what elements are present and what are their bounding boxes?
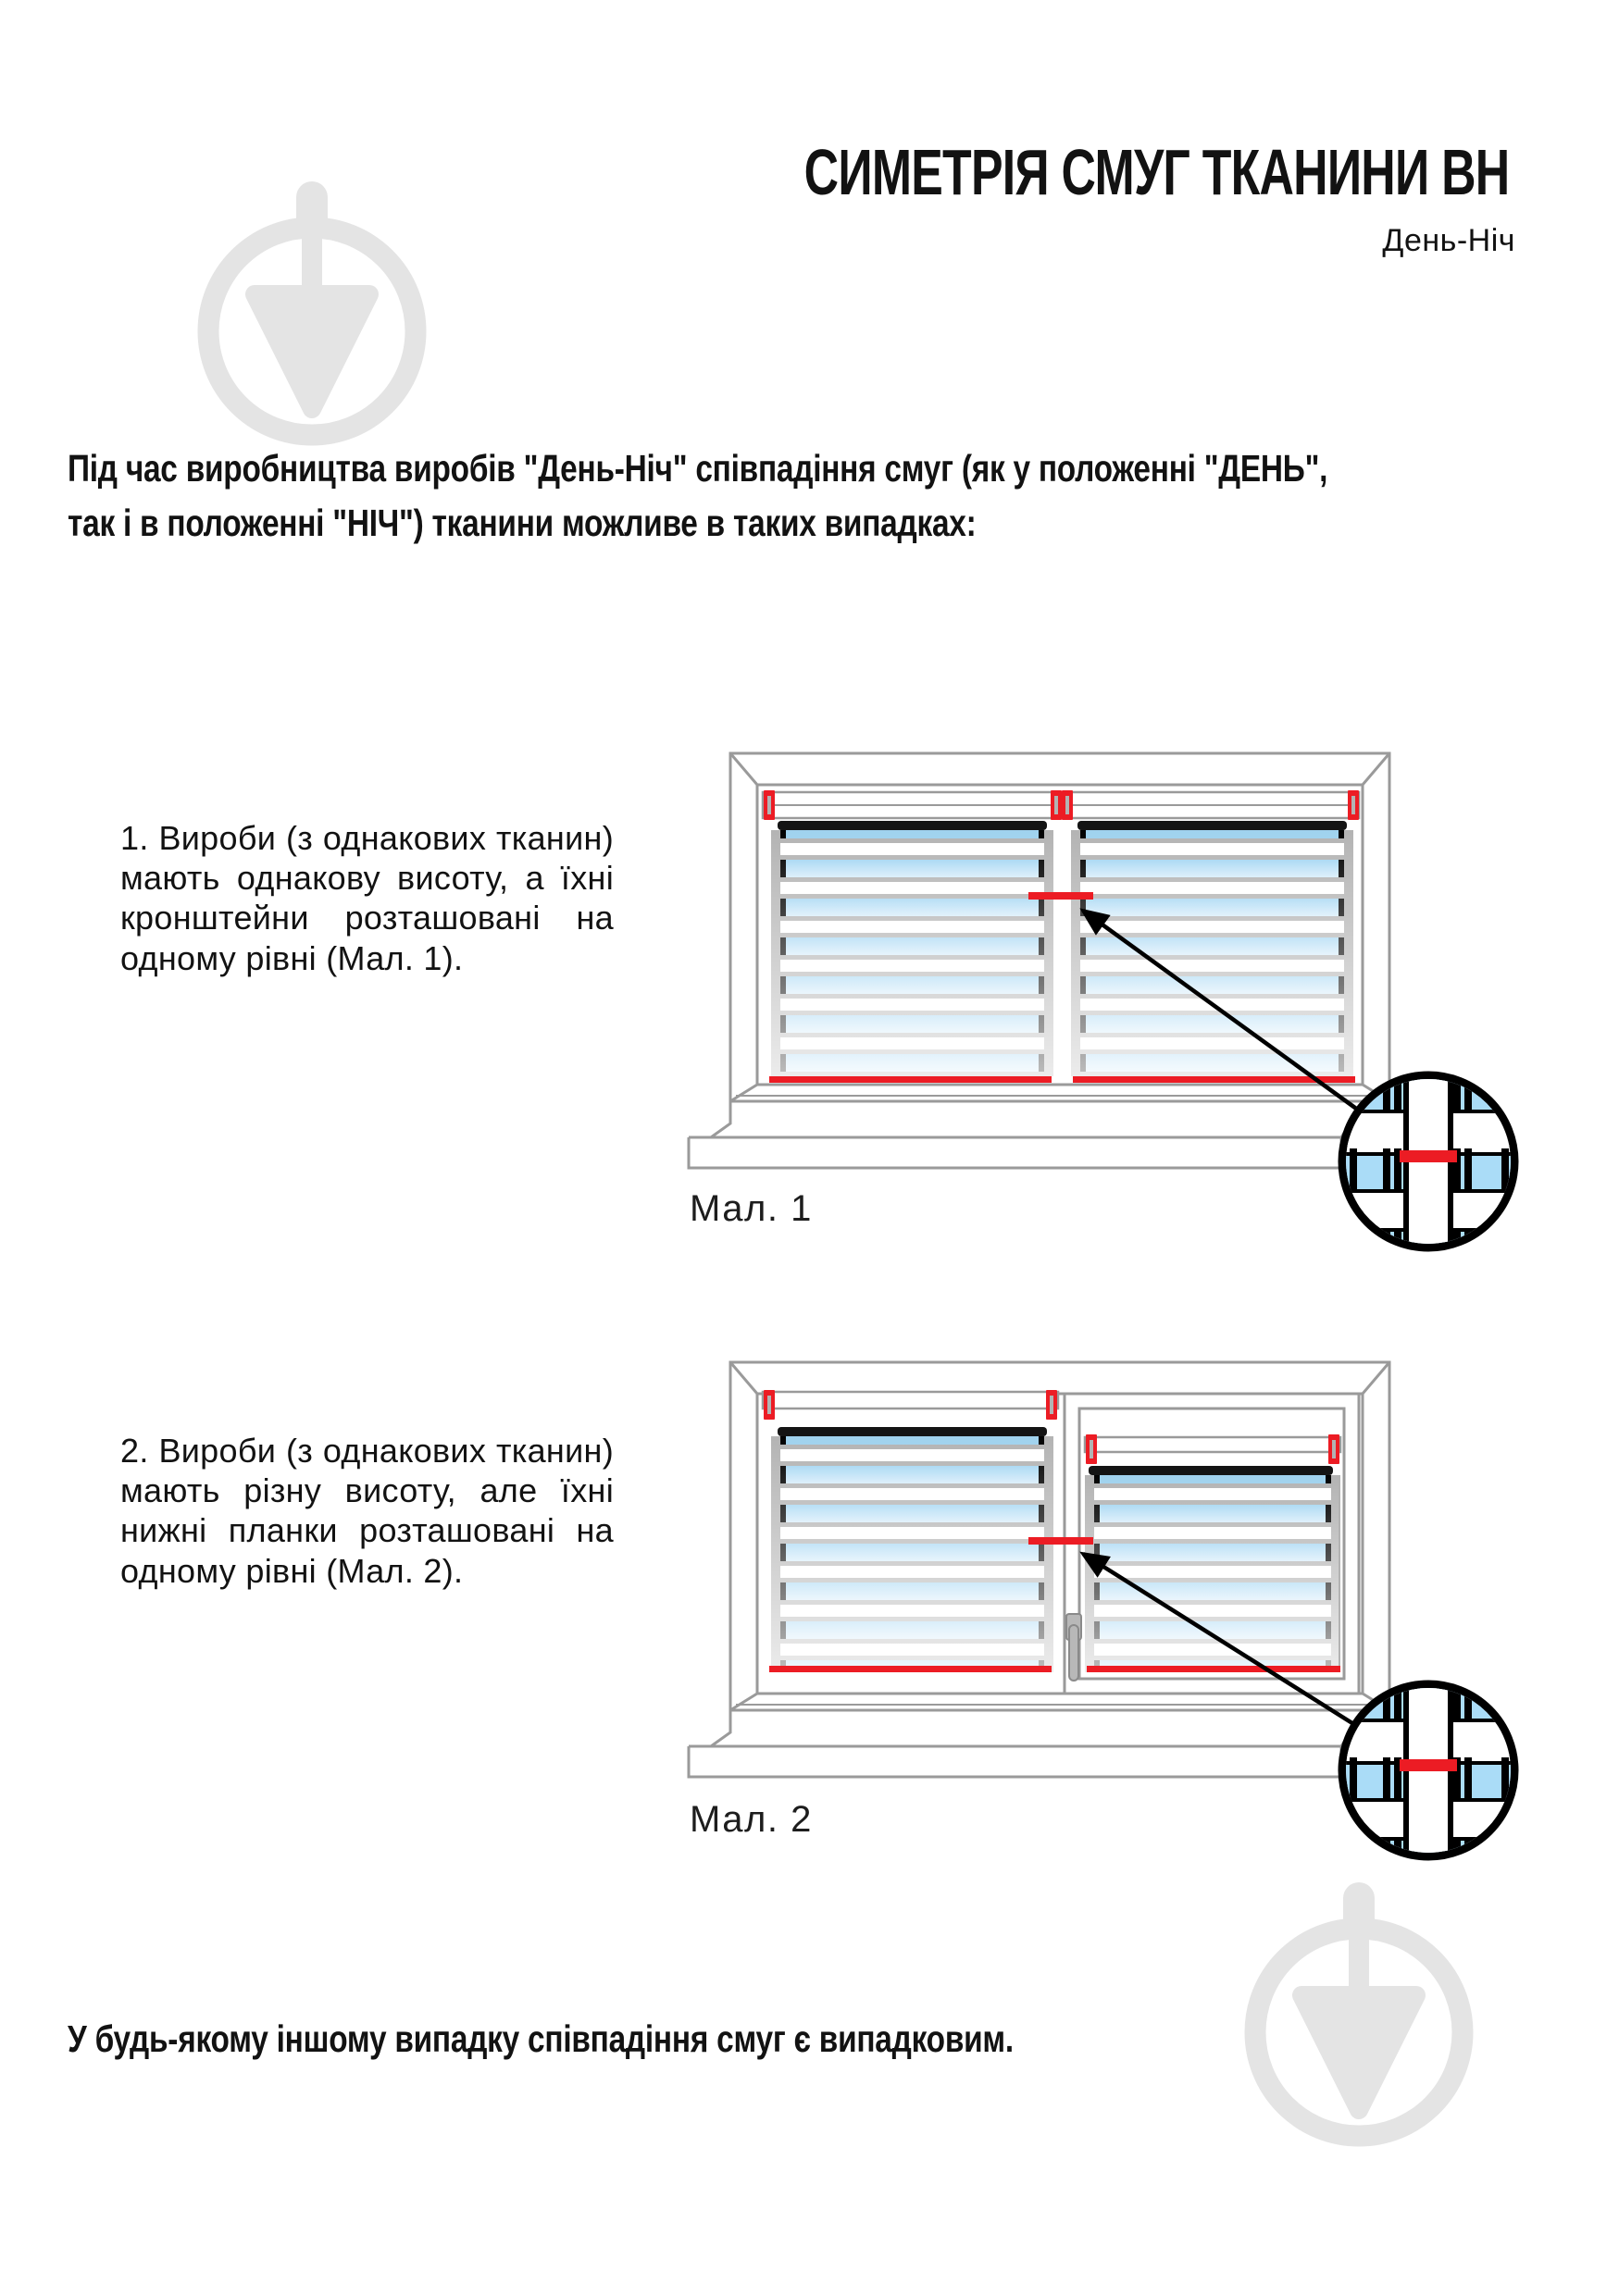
blind-right [1083,1466,1340,1674]
bottom-bar-red [1087,1666,1340,1672]
alignment-marker [1028,1537,1093,1545]
conclusion-note: У будь-якому іншому випадку співпадіння смуг є випадковим. [68,2017,1014,2060]
blind-left [769,821,1053,1083]
figure-2-caption: Мал. 2 [690,1799,813,1840]
window-handle [1066,1614,1081,1681]
blind-right [1069,821,1355,1083]
figure-1-caption: Мал. 1 [690,1188,813,1229]
headrail [763,1392,1058,1409]
item-2-paragraph: 2. Вироби (з однакових тканин) мають різну висоту, але їхні нижні планки розташовані на одному рівні (Мал. 2). [120,1432,614,1590]
watermark-top [208,181,416,435]
intro-paragraph [68,441,1327,552]
page-title: СИМЕТРІЯ СМУГ ТКАНИНИ ВН [803,136,1509,208]
bottom-bar-red [769,1666,1052,1672]
bottom-bar-red [769,1076,1052,1083]
blind-left [769,1427,1053,1674]
intro-line-1: Під час виробництва виробів "День-Ніч" співпадіння смуг (як у положенні "ДЕНЬ", [68,447,1328,490]
intro-line-2: так і в положенні "НІЧ") тканини можливе в таких випадках: [68,502,977,545]
alignment-marker [1028,892,1093,900]
watermark-bottom [1255,1882,1463,2136]
figure-1-window [689,753,1516,1268]
headrail [1085,1437,1340,1452]
item-1-paragraph: 1. Вироби (з однакових тканин) мають однакову висоту, а їхні кронштейни розташовані на одному рівні (Мал. 1). [120,819,614,977]
page-subtitle: День-Ніч [1382,223,1515,258]
figure-2-window [689,1362,1516,1877]
